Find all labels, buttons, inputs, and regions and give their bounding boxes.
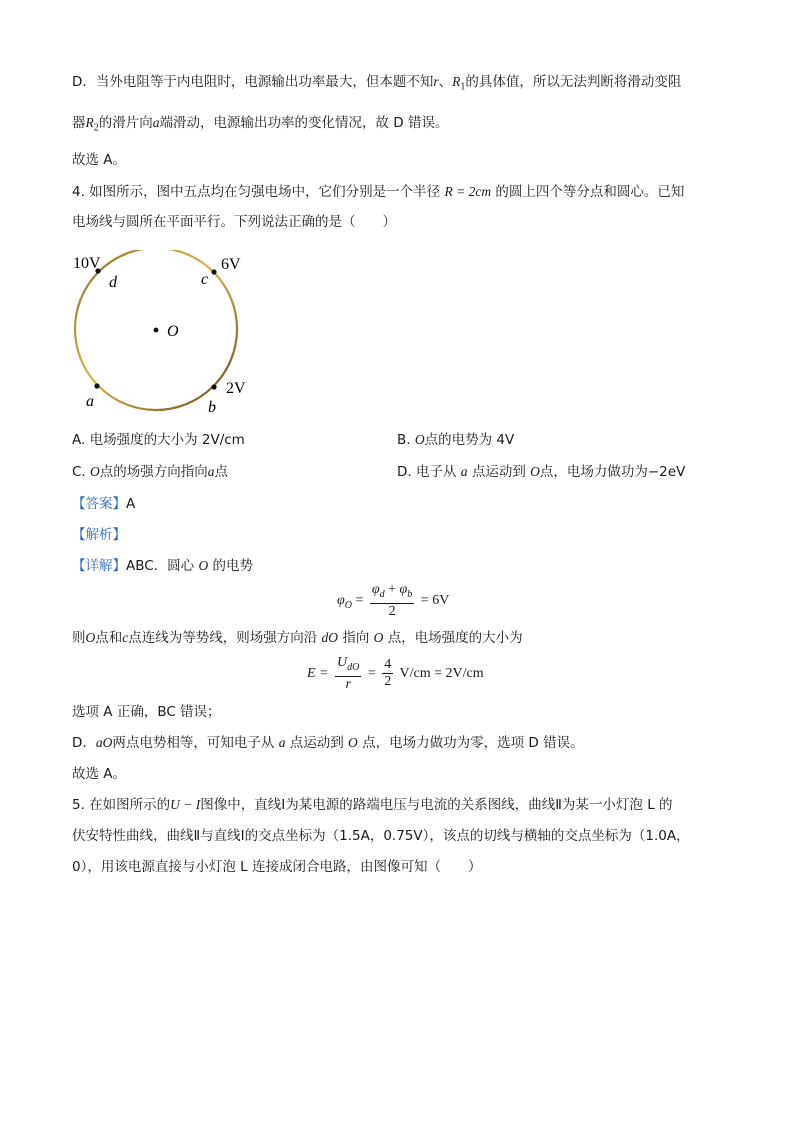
point-c	[211, 269, 216, 274]
q4-option-a: A. 电场强度的大小为 2V/cm	[72, 432, 245, 448]
label-a: a	[86, 393, 94, 410]
label-2V: 2V	[226, 380, 246, 397]
q5-stem-line-3: 0），用该电源直接与小灯泡 L 连接成闭合电路，由图像可知（ ）	[72, 859, 482, 875]
label-d: d	[109, 274, 117, 291]
analysis-line	[72, 525, 126, 545]
correct-line: 选项 A 正确，BC 错误；	[72, 704, 221, 720]
label-c: c	[201, 271, 209, 288]
label-b: b	[208, 399, 216, 416]
q4-option-d: D. 电子从 a 点运动到 O点，电场力做功为−2eV	[397, 464, 686, 480]
q4-stem-line-2: 电场线与圆所在平面平行。下列说法正确的是（ ）	[72, 214, 396, 230]
q4-circle-figure	[66, 250, 256, 420]
fraction: $\frac{U_{dO}}{r}$	[337, 655, 360, 692]
detail-tag: 【详解】	[72, 558, 126, 574]
q4-option-c: C. O点的场强方向指向a点	[72, 464, 229, 480]
label-6V: 6V	[221, 256, 241, 273]
q4-option-b: B. O点的电势为 4V	[397, 432, 515, 448]
point-a	[94, 383, 99, 388]
point-O	[154, 328, 159, 333]
detail-line: 【详解】ABC．圆心 O 的电势	[72, 558, 254, 574]
label-10V: 10V	[73, 255, 101, 272]
fraction: $\frac{4}{2}$	[384, 657, 392, 690]
q4-stem-line-1: 4. 如图所示，图中五点均在匀强电场中，它们分别是一个半径 R = 2cm 的圆上四个等分点和圆心。已知	[72, 184, 685, 200]
q5-stem-line-1: 5. 在如图所示的U − I图像中，直线Ⅰ为某电源的路端电压与电流的关系图线，曲线Ⅱ为某一小灯泡 L 的	[72, 797, 673, 813]
answer-tag: 【答案】	[72, 496, 126, 512]
conclusion-1: 故选 A。	[72, 152, 127, 168]
equation-potential-O: $\varphi_O$ = $\frac{\varphi_d + \varphi_b}{2}$ = 6V	[337, 582, 450, 619]
var-r: r	[433, 74, 439, 89]
equation-field-strength: E = $\frac{U_{dO}}{r}$ = $\frac{4}{2}$ V/cm = 2V/cm	[307, 655, 484, 692]
fraction: $\frac{\varphi_d + \varphi_b}{2}$	[371, 582, 413, 619]
conclusion-2: 故选 A。	[72, 766, 127, 782]
analysis-tag: 【解析】	[72, 527, 126, 543]
field-direction-line: 则O点和c点连线为等势线，则场强方向沿 dO 指向 O 点，电场强度的大小为	[72, 630, 523, 646]
d-option-line-1: D．当外电阻等于内电阻时，电源输出功率最大，但本题不知r、$R_1$的具体值，所以无法判断将滑动变阻	[72, 74, 682, 93]
answer-line: 【答案】A	[72, 496, 136, 512]
option-d-explanation: D．aO两点电势相等，可知电子从 a 点运动到 O 点，电场力做功为零，选项 D 错误。	[72, 735, 584, 751]
label-O: O	[167, 323, 179, 340]
d-option-line-2: 器$R_2$的滑片向a端滑动，电源输出功率的变化情况，故 D 错误。	[72, 115, 449, 134]
point-b	[211, 384, 216, 389]
q5-stem-line-2: 伏安特性曲线，曲线Ⅱ与直线Ⅰ的交点坐标为（1.5A，0.75V），该点的切线与横轴的交点坐标为（1.0A，	[72, 828, 690, 844]
